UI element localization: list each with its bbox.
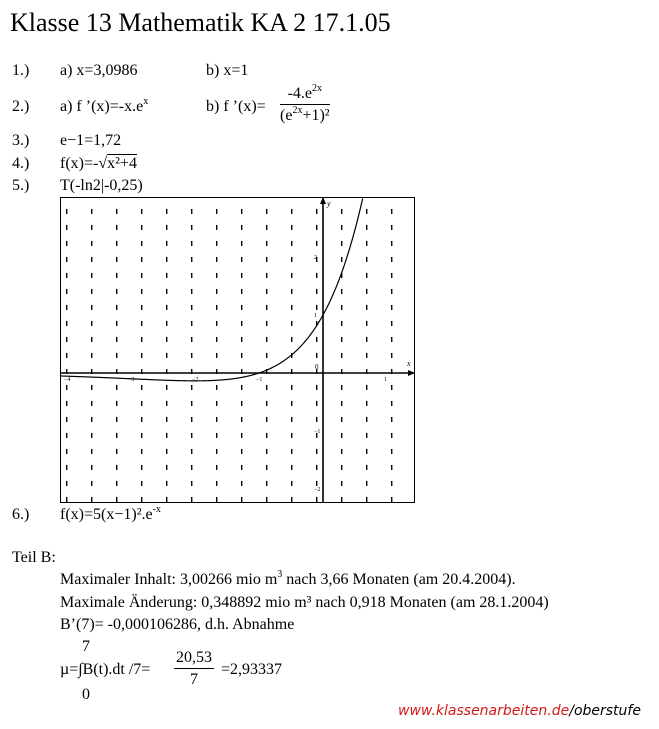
grid-dot <box>166 497 167 502</box>
item-number-2: 2.) <box>12 98 30 115</box>
x-tick-label: −1 <box>256 377 263 383</box>
integral-expression: µ=∫B(t).dt /7= <box>60 661 151 678</box>
grid-dot <box>66 225 67 230</box>
grid-dot <box>141 449 142 454</box>
grid-dot <box>141 305 142 310</box>
grid-dot <box>216 209 217 214</box>
grid-dot <box>66 209 67 214</box>
grid-dot <box>191 497 192 502</box>
grid-dot <box>391 305 392 310</box>
grid-dot <box>241 497 242 502</box>
grid-dot <box>116 337 117 342</box>
answer-1a: a) x=3,0986 <box>60 62 138 79</box>
grid-dot <box>216 353 217 358</box>
grid-dot <box>316 337 317 342</box>
grid-dot <box>141 401 142 406</box>
grid-dot <box>316 209 317 214</box>
grid-dot <box>191 433 192 438</box>
answer-3: e−1=1,72 <box>60 132 122 149</box>
y-axis-label: y <box>327 199 331 208</box>
grid-dot <box>241 385 242 390</box>
grid-dot <box>266 497 267 502</box>
grid-dot <box>266 481 267 486</box>
grid-dot <box>216 497 217 502</box>
grid-dot <box>366 337 367 342</box>
grid-dot <box>191 209 192 214</box>
y-tick-label: −1 <box>314 429 321 435</box>
brand-separator: / <box>569 703 574 719</box>
grid-dot <box>366 273 367 278</box>
grid-dot <box>91 225 92 230</box>
grid-dot <box>391 417 392 422</box>
grid-dot <box>366 289 367 294</box>
grid-dot <box>141 337 142 342</box>
graph-frame <box>61 198 415 503</box>
grid-dot <box>216 385 217 390</box>
grid-dot <box>216 433 217 438</box>
grid-dot <box>241 305 242 310</box>
answer-2a: a) f $’(x)=-x.e^x$ <box>60 96 149 115</box>
grid-dot <box>91 321 92 326</box>
x-tick-label: −4 <box>64 377 71 383</box>
grid-dot <box>341 497 342 502</box>
grid-dot <box>391 321 392 326</box>
grid-dot <box>341 337 342 342</box>
grid-dot <box>266 401 267 406</box>
grid-dot <box>341 321 342 326</box>
item-number-5: 5.) <box>12 177 30 194</box>
grid-dot <box>366 433 367 438</box>
grid-dot <box>191 273 192 278</box>
grid-dot <box>291 321 292 326</box>
grid-dot <box>316 225 317 230</box>
grid-dot <box>166 273 167 278</box>
fraction-numerator: $-4.e^{2x}$ <box>280 84 330 105</box>
integral-upper-limit: 7 <box>82 638 90 655</box>
grid-dot <box>216 465 217 470</box>
grid-dot <box>66 337 67 342</box>
grid-dot <box>366 225 367 230</box>
grid-dot <box>391 497 392 502</box>
grid-dot <box>141 257 142 262</box>
grid-dot <box>166 257 167 262</box>
grid-dot <box>266 289 267 294</box>
integral-fraction-denominator: 7 <box>190 671 198 688</box>
grid-dot <box>216 449 217 454</box>
grid-dot <box>191 305 192 310</box>
grid-dot <box>341 305 342 310</box>
answer-6: $f(x)=5(x-1)^2.e^{-x}$ <box>60 504 161 523</box>
grid-dot <box>241 321 242 326</box>
grid-dot <box>291 481 292 486</box>
grid-dot <box>66 417 67 422</box>
grid-dot <box>191 465 192 470</box>
grid-dot <box>391 449 392 454</box>
grid-dot <box>291 465 292 470</box>
grid-dot <box>166 209 167 214</box>
grid-dot <box>266 449 267 454</box>
grid-dot <box>141 497 142 502</box>
grid-dot <box>116 241 117 246</box>
grid-dot <box>291 417 292 422</box>
grid-dot <box>391 353 392 358</box>
grid-dot <box>66 305 67 310</box>
grid-dot <box>66 289 67 294</box>
grid-dot <box>91 353 92 358</box>
grid-dot <box>291 433 292 438</box>
grid-dot <box>391 273 392 278</box>
grid-dot <box>291 209 292 214</box>
grid-dot <box>66 433 67 438</box>
grid-dot <box>91 449 92 454</box>
grid-dot <box>191 417 192 422</box>
grid-dot <box>116 273 117 278</box>
grid-dot <box>141 481 142 486</box>
grid-dot <box>141 321 142 326</box>
grid-dot <box>141 209 142 214</box>
grid-dot <box>391 225 392 230</box>
grid-dot <box>91 241 92 246</box>
grid-dot <box>316 481 317 486</box>
grid-dot <box>116 321 117 326</box>
grid-dot <box>116 401 117 406</box>
grid-dot <box>216 401 217 406</box>
grid-dot <box>266 465 267 470</box>
grid-dot <box>191 385 192 390</box>
grid-dot <box>341 449 342 454</box>
grid-dot <box>116 225 117 230</box>
grid-dot <box>66 401 67 406</box>
grid-dot <box>316 465 317 470</box>
grid-dot <box>341 289 342 294</box>
grid-dot <box>191 321 192 326</box>
grid-dot <box>316 401 317 406</box>
grid-dot <box>241 417 242 422</box>
grid-dot <box>291 401 292 406</box>
grid-dot <box>266 225 267 230</box>
grid-dot <box>341 353 342 358</box>
grid-dot <box>116 465 117 470</box>
grid-dot <box>291 497 292 502</box>
grid-dot <box>341 433 342 438</box>
grid-dot <box>91 337 92 342</box>
grid-dot <box>141 241 142 246</box>
x-axis-label: x <box>407 359 411 368</box>
grid-dot <box>316 385 317 390</box>
grid-dot <box>241 257 242 262</box>
grid-dot <box>66 497 67 502</box>
integral-fraction-numerator: 20,53 <box>174 648 214 669</box>
grid-dot <box>291 449 292 454</box>
grid-dot <box>241 449 242 454</box>
grid-dot <box>241 465 242 470</box>
grid-dot <box>241 337 242 342</box>
grid-dot <box>316 417 317 422</box>
grid-dot <box>266 433 267 438</box>
grid-dot <box>366 481 367 486</box>
brand-section: oberstufe <box>573 703 641 719</box>
grid-dot <box>66 481 67 486</box>
grid-dot <box>191 241 192 246</box>
grid-dot <box>341 481 342 486</box>
teil-b-heading: Teil B: <box>12 549 56 566</box>
grid-dot <box>191 289 192 294</box>
grid-dot <box>191 353 192 358</box>
grid-dot <box>116 449 117 454</box>
grid-dot <box>66 449 67 454</box>
grid-dot <box>166 353 167 358</box>
answer-1b: b) x=1 <box>206 62 249 79</box>
grid-dot <box>166 337 167 342</box>
grid-dot <box>266 209 267 214</box>
grid-dot <box>66 321 67 326</box>
item-number-4: 4.) <box>12 155 30 172</box>
grid-dot <box>391 241 392 246</box>
grid-dot <box>241 353 242 358</box>
grid-dot <box>116 417 117 422</box>
grid-dot <box>316 273 317 278</box>
grid-dot <box>316 353 317 358</box>
page-title: Klasse 13 Mathematik KA 2 17.1.05 <box>10 8 391 37</box>
teil-b-line-2: Maximale Änderung: 0,348892 mio m³ nach 0,918 Monaten (am 28.1.2004) <box>60 594 549 611</box>
grid-dot <box>66 353 67 358</box>
brand-site-link[interactable]: www.klassenarbeiten.de <box>398 703 570 719</box>
grid-dot <box>66 257 67 262</box>
grid-dot <box>191 401 192 406</box>
grid-dot <box>366 465 367 470</box>
grid-dot <box>166 417 167 422</box>
grid-dot <box>166 241 167 246</box>
grid-dot <box>216 305 217 310</box>
grid-dot <box>216 289 217 294</box>
grid-dot <box>141 353 142 358</box>
grid-dot <box>291 289 292 294</box>
grid-dot <box>216 337 217 342</box>
grid-dot <box>266 273 267 278</box>
grid-dot <box>116 305 117 310</box>
grid-dot <box>241 209 242 214</box>
grid-dot <box>291 225 292 230</box>
grid-dot <box>166 225 167 230</box>
grid-dot <box>216 417 217 422</box>
grid-dot <box>241 481 242 486</box>
grid-dot <box>366 257 367 262</box>
grid-dot <box>391 337 392 342</box>
grid-dot <box>216 257 217 262</box>
grid-dot <box>66 273 67 278</box>
grid-dot <box>316 241 317 246</box>
grid-dot <box>116 497 117 502</box>
grid-dot <box>341 209 342 214</box>
grid-dot <box>166 289 167 294</box>
grid-dot <box>141 225 142 230</box>
grid-dot <box>241 225 242 230</box>
grid-dot <box>266 353 267 358</box>
grid-dot <box>341 241 342 246</box>
brand-watermark[interactable] <box>398 703 641 719</box>
grid-dot <box>166 433 167 438</box>
grid-dot <box>366 305 367 310</box>
grid-dot <box>91 385 92 390</box>
item-number-3: 3.) <box>12 132 30 149</box>
grid-dot <box>66 241 67 246</box>
grid-dot <box>366 401 367 406</box>
grid-dot <box>341 257 342 262</box>
item-number-6: 6.) <box>12 506 30 523</box>
grid-dot <box>91 273 92 278</box>
grid-dot <box>316 497 317 502</box>
grid-dot <box>366 321 367 326</box>
grid-dot <box>91 465 92 470</box>
grid-dot <box>341 225 342 230</box>
x-tick-label: −3 <box>128 377 135 383</box>
grid-dot <box>91 305 92 310</box>
grid-dot <box>216 321 217 326</box>
grid-dot <box>116 385 117 390</box>
grid-dot <box>266 305 267 310</box>
answer-5: T(-ln2|-0,25) <box>60 177 143 194</box>
grid-dot <box>316 289 317 294</box>
grid-dot <box>241 273 242 278</box>
grid-dot <box>216 241 217 246</box>
grid-dot <box>266 385 267 390</box>
x-tick-label: 1 <box>384 377 387 383</box>
grid-dot <box>91 481 92 486</box>
grid-dot <box>266 241 267 246</box>
grid-dot <box>366 353 367 358</box>
grid-dot <box>216 481 217 486</box>
grid-dot <box>141 417 142 422</box>
grid-dot <box>166 305 167 310</box>
integral-result: =2,93337 <box>221 661 283 678</box>
grid-dot <box>266 321 267 326</box>
grid-dot <box>241 289 242 294</box>
grid-dot <box>266 257 267 262</box>
grid-dot <box>91 497 92 502</box>
grid-dot <box>366 449 367 454</box>
grid-dot <box>141 465 142 470</box>
x-tick-label: −2 <box>192 377 199 383</box>
grid-dot <box>241 401 242 406</box>
grid-dot <box>166 401 167 406</box>
grid-dot <box>91 289 92 294</box>
y-tick-label: 1 <box>314 313 317 319</box>
grid-dot <box>291 273 292 278</box>
grid-dot <box>391 433 392 438</box>
item-number-1: 1.) <box>12 62 30 79</box>
grid-dot <box>216 225 217 230</box>
answer-4: f(x)=-√x²+4 <box>60 155 137 172</box>
grid-dot <box>66 385 67 390</box>
grid-dot <box>91 417 92 422</box>
grid-dot <box>341 465 342 470</box>
teil-b-line-3: B’(7)= -0,000106286, d.h. Abnahme <box>60 616 295 633</box>
grid-dot <box>166 449 167 454</box>
grid-dot <box>316 449 317 454</box>
grid-dot <box>291 241 292 246</box>
grid-dot <box>391 385 392 390</box>
grid-dot <box>366 417 367 422</box>
grid-dot <box>91 433 92 438</box>
grid-dot <box>391 481 392 486</box>
grid-dot <box>166 481 167 486</box>
grid-dot <box>191 225 192 230</box>
origin-label: 0 <box>315 363 319 371</box>
y-tick-label: −2 <box>314 487 321 493</box>
grid-dot <box>141 289 142 294</box>
grid-dot <box>341 385 342 390</box>
grid-dot <box>366 385 367 390</box>
grid-dot <box>366 209 367 214</box>
grid-dot <box>391 465 392 470</box>
grid-dot <box>191 481 192 486</box>
answer-2b: b) f ’(x)= <box>206 98 266 115</box>
grid-dot <box>91 257 92 262</box>
grid-dot <box>241 433 242 438</box>
grid-dot <box>291 257 292 262</box>
grid-dot <box>66 465 67 470</box>
grid-dot <box>341 417 342 422</box>
grid-dot <box>191 257 192 262</box>
grid-dot <box>241 241 242 246</box>
grid-dot <box>116 481 117 486</box>
grid-dot <box>366 241 367 246</box>
grid-dot <box>316 305 317 310</box>
grid-dot <box>291 385 292 390</box>
grid-dot <box>166 321 167 326</box>
grid-dot <box>191 449 192 454</box>
y-tick-label: 2 <box>314 255 317 261</box>
grid-dot <box>266 337 267 342</box>
grid-dot <box>116 209 117 214</box>
answer-2b-fraction <box>280 84 330 127</box>
grid-dot <box>341 401 342 406</box>
grid-dot <box>166 385 167 390</box>
grid-dot <box>141 433 142 438</box>
grid-dot <box>391 257 392 262</box>
grid-dot <box>266 417 267 422</box>
grid-dot <box>91 209 92 214</box>
fraction-denominator: $(e^{2x}+1)^2$ <box>280 105 330 124</box>
grid-dot <box>116 353 117 358</box>
grid-dot <box>166 465 167 470</box>
grid-dot <box>391 289 392 294</box>
teil-b-line-1: Maximaler Inhalt: 3,00266 mio $m^3$ nach 3,66 Monaten (am 20.4.2004). <box>60 569 516 588</box>
grid-dot <box>116 289 117 294</box>
grid-dot <box>91 401 92 406</box>
grid-dot <box>216 273 217 278</box>
grid-dot <box>291 305 292 310</box>
integral-lower-limit: 0 <box>82 686 90 703</box>
grid-dot <box>391 401 392 406</box>
grid-dot <box>291 337 292 342</box>
function-graph <box>60 197 415 503</box>
grid-dot <box>391 209 392 214</box>
grid-dot <box>366 497 367 502</box>
grid-dot <box>116 433 117 438</box>
grid-dot <box>191 337 192 342</box>
grid-dot <box>141 273 142 278</box>
integral-fraction <box>174 648 214 691</box>
grid-dot <box>116 257 117 262</box>
grid-dot <box>141 385 142 390</box>
